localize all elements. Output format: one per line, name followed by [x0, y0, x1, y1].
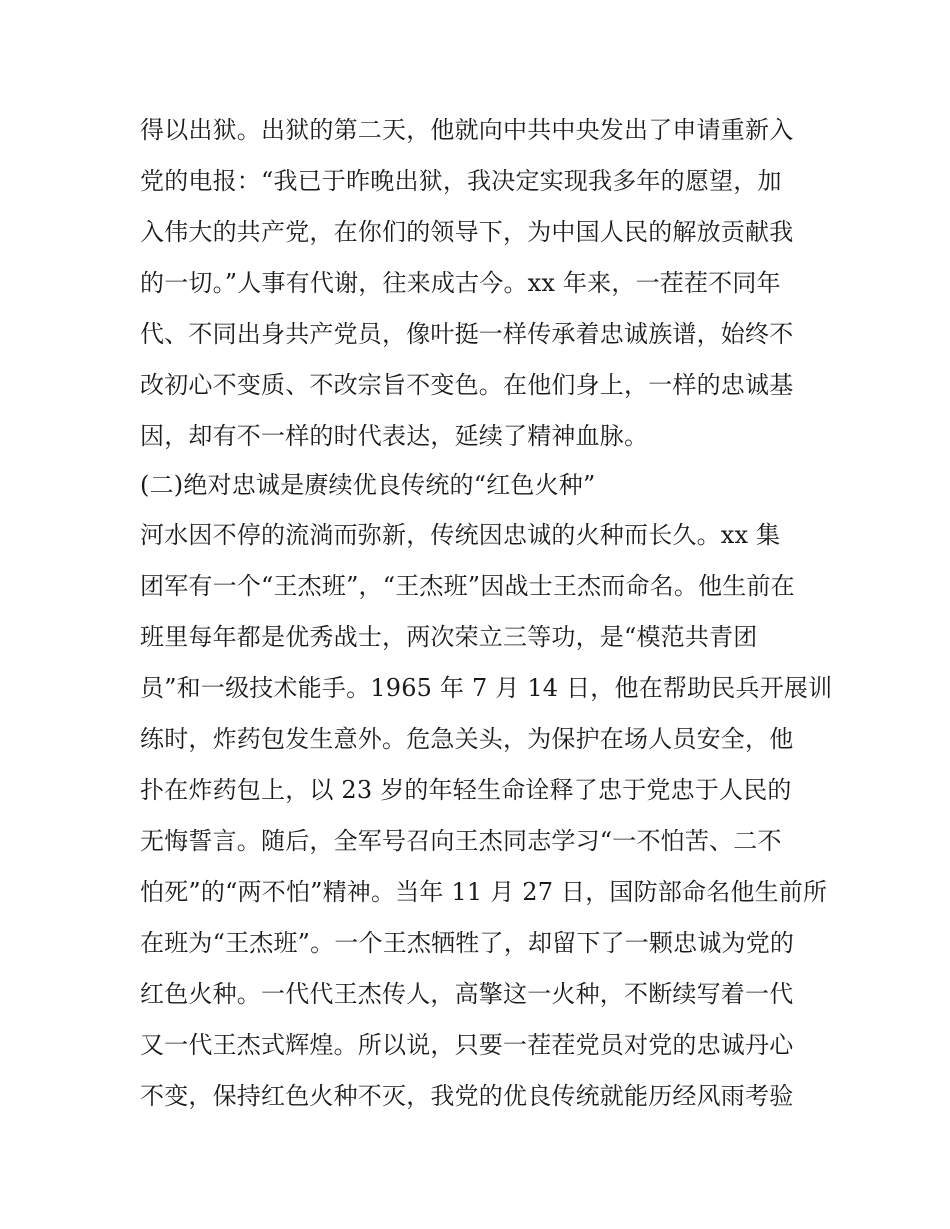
text-line: 的一切。”人事有代谢，往来成古今。xx 年来，一茬茬不同年	[140, 269, 781, 297]
text-line: 红色火种。一代代王杰传人，高擎这一火种，不断续写着一代	[140, 980, 794, 1008]
text-line: 练时，炸药包发生意外。危急关头，为保护在场人员安全，他	[140, 725, 794, 753]
text-line: 员”和一级技术能手。1965 年 7 月 14 日，他在帮助民兵开展训	[140, 674, 833, 702]
text-line: 班里每年都是优秀战士，两次荣立三等功，是“模范共青团	[140, 623, 758, 651]
text-line: 团军有一个“王杰班”，“王杰班”因战士王杰而命名。他生前在	[140, 572, 795, 600]
text-line: 代、不同出身共产党员，像叶挺一样传承着忠诚族谱，始终不	[140, 320, 794, 348]
text-line: 在班为“王杰班”。一个王杰牺牲了，却留下了一颗忠诚为党的	[140, 929, 795, 957]
text-line: 河水因不停的流淌而弥新，传统因忠诚的火种而长久。xx 集	[140, 521, 781, 549]
text-line: 不变，保持红色火种不灭，我党的优良传统就能历经风雨考验	[140, 1082, 794, 1110]
text-line: 无悔誓言。随后，全军号召向王杰同志学习“一不怕苦、二不	[140, 827, 782, 855]
text-line: 因，却有不一样的时代表达，延续了精神血脉。	[140, 422, 649, 450]
text-line: 入伟大的共产党，在你们的领导下，为中国人民的解放贡献我	[140, 218, 794, 246]
text-line: 党的电报：“我已于昨晚出狱，我决定实现我多年的愿望，加	[140, 167, 782, 195]
text-line: 怕死”的“两不怕”精神。当年 11 月 27 日，国防部命名他生前所	[140, 878, 828, 906]
text-line: 扑在炸药包上，以 23 岁的年轻生命诠释了忠于党忠于人民的	[140, 776, 792, 804]
text-line: 改初心不变质、不改宗旨不变色。在他们身上，一样的忠诚基	[140, 371, 794, 399]
section-heading: (二)绝对忠诚是赓续优良传统的“红色火种”	[140, 471, 596, 499]
text-line: 得以出狱。出狱的第二天，他就向中共中央发出了申请重新入	[140, 116, 794, 144]
text-line: 又一代王杰式辉煌。所以说，只要一茬茬党员对党的忠诚丹心	[140, 1031, 794, 1059]
